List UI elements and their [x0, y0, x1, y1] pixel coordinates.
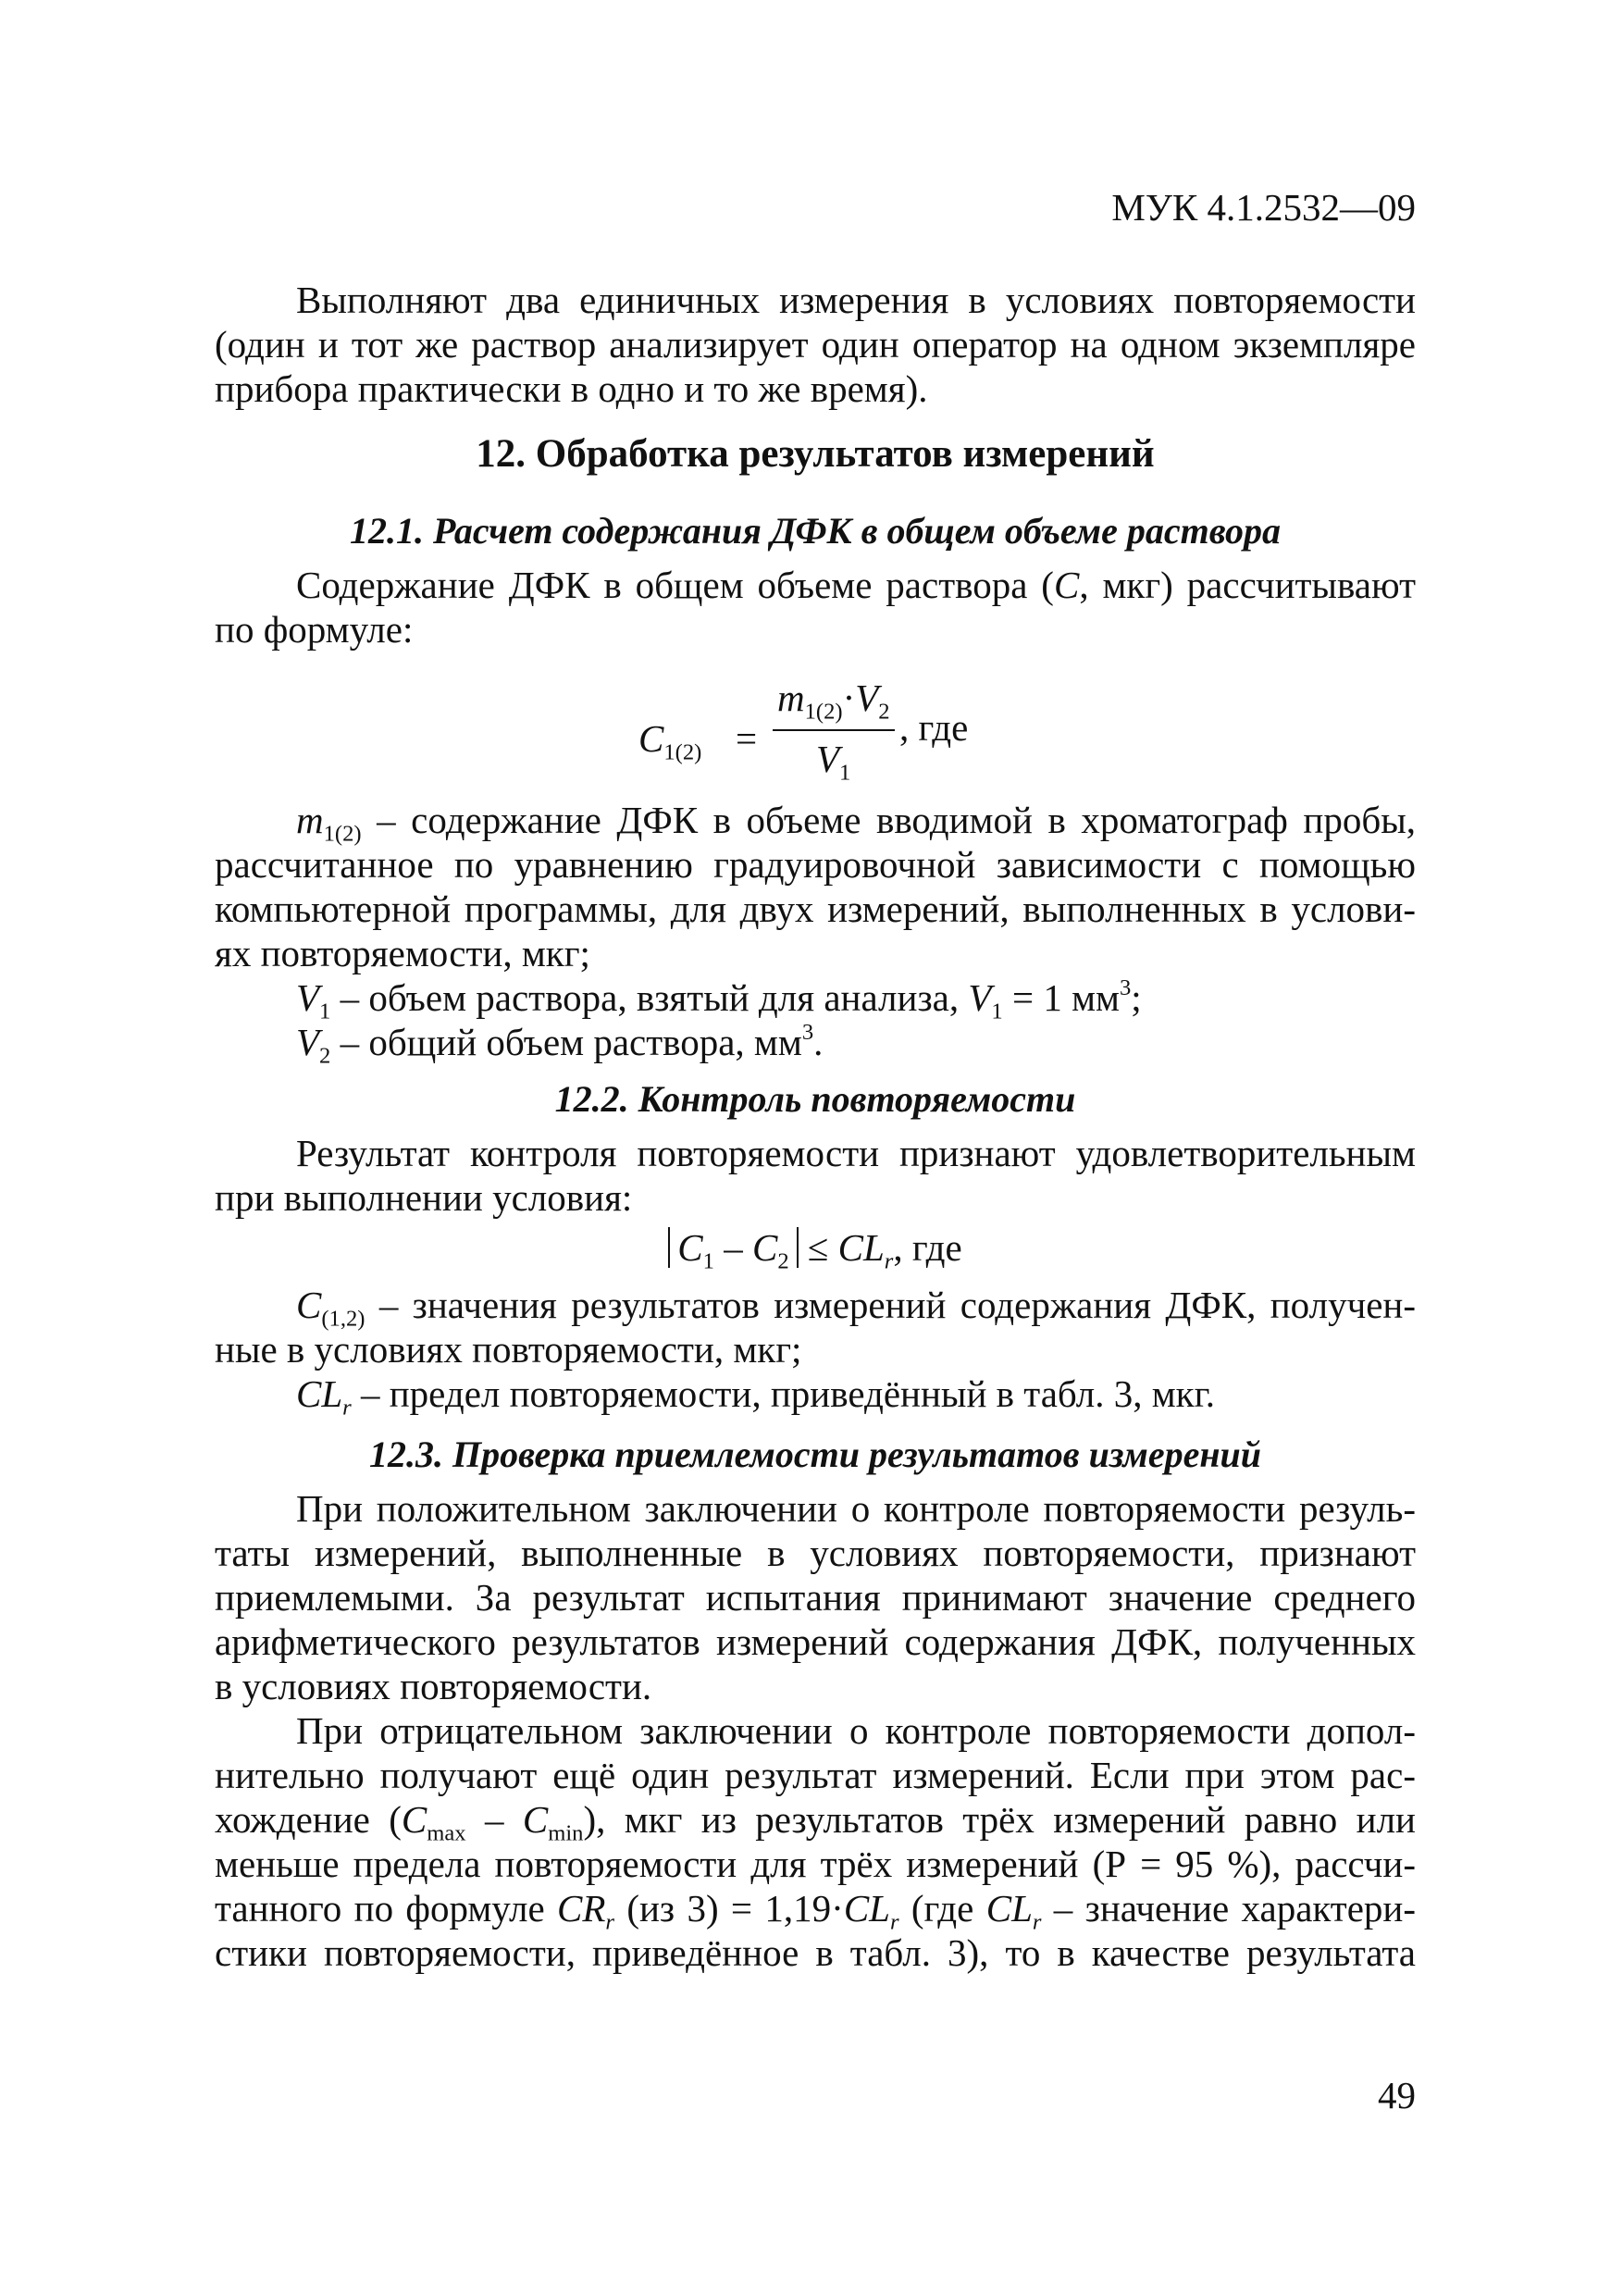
- section-12-2-title: 12.2. Контроль повторяемости: [554, 1078, 1076, 1120]
- formula-where: , где: [899, 706, 969, 749]
- definition-line: $CL_r$ – предел повторяемости, приведённый в табл. 3, мкг.: [296, 1372, 1216, 1421]
- paragraph-line: таты измерений, выполненные в условиях повторяемости, признают: [215, 1532, 1416, 1574]
- paragraph-line: При положительном заключении о контроле повторяемости резуль-: [296, 1487, 1416, 1530]
- section-12-3-paragraph-2: [215, 1708, 1416, 1975]
- paragraph-line: танного по формуле $CR_r$ (из $3) = 1,19\cdot CL_r$ (где $CL_r$ – значение характери-: [215, 1887, 1416, 1935]
- definition-line: $C_{(1,2)}$ – значения результатов измерений содержания ДФК, получен-: [296, 1284, 1416, 1332]
- intro-line: (один и тот же раствор анализирует один оператор на одном экземпляре: [215, 323, 1416, 366]
- paragraph-line: Результат контроля повторяемости признают удовлетворительным: [296, 1132, 1416, 1174]
- formula-repeatability: $C_1 - C_2 \le CL_r$, где: [215, 1225, 1416, 1270]
- definition-line: ные в условиях повторяемости, мкг;: [215, 1328, 802, 1371]
- paragraph-line: арифметического результатов измерений содержания ДФК, полученных: [215, 1620, 1416, 1663]
- paragraph-line: в условиях повторяемости.: [215, 1665, 652, 1707]
- section-12-3-title: 12.3. Проверка приемлемости результатов измерений: [368, 1433, 1262, 1475]
- paragraph-line: приемлемыми. За результат испытания принимают значение среднего: [215, 1576, 1416, 1619]
- section-12-2-paragraph: [215, 1131, 1416, 1220]
- definition-line: $V_1$ – объем раствора, взятый для анализа, $V_1 = 1$ $мм^3$;: [296, 974, 1142, 1024]
- section-12-1-paragraph: [215, 563, 1416, 652]
- intro-line: Выполняют два единичных измерения в условиях повторяемости: [296, 279, 1416, 321]
- paragraph-line: нительно получают ещё один результат измерений. Если при этом рас-: [215, 1754, 1416, 1796]
- definition-line: $V_2$ – общий объем раствора, $мм^3$.: [296, 1019, 824, 1069]
- section-12-3-paragraph-1: [215, 1486, 1416, 1708]
- page-number: 49: [1378, 2074, 1416, 2116]
- formula-concentration: [638, 676, 1064, 805]
- document-code-header: МУК 4.1.2532—09: [1111, 186, 1416, 229]
- paragraph-line: по формуле:: [215, 608, 414, 651]
- definition-line: $m_{1(2)}$ – содержание ДФК в объеме вводимой в хроматограф пробы,: [296, 799, 1416, 847]
- formula-numerator: $m_{1(2)}\cdot V_2$: [777, 676, 890, 725]
- fraction-bar: [773, 729, 895, 731]
- definition-line: рассчитанное по уравнению градуировочной зависимости с помощью: [215, 843, 1416, 886]
- paragraph-line: при выполнении условия:: [215, 1176, 633, 1219]
- paragraph-line: Содержание ДФК в общем объеме раствора (C, мкг) рассчитывают: [296, 564, 1417, 606]
- paragraph-line: При отрицательном заключении о контроле повторяемости допол-: [296, 1709, 1416, 1752]
- intro-paragraph: [215, 278, 1416, 411]
- section-12-1-title: 12.1. Расчет содержания ДФК в общем объеме раствора: [349, 510, 1282, 552]
- definition-line: компьютерной программы, для двух измерений, выполненных в услови-: [215, 887, 1416, 930]
- formula-denominator: $V_1$: [816, 738, 851, 786]
- formula-lhs: $C_{1(2)}$: [638, 717, 702, 765]
- section-12-2-definitions: [215, 1283, 1416, 1421]
- paragraph-line: стики повторяемости, приведённое в табл. 3), то в качестве результата: [215, 1931, 1416, 1974]
- absolute-value: $C_1 - C_2$: [668, 1227, 798, 1268]
- intro-line: прибора практически в одно и то же время).: [215, 367, 928, 410]
- paragraph-line: хождение $(C_{max} - C_{min})$, мкг из результатов трёх измерений равно или: [215, 1798, 1416, 1846]
- definition-line: ях повторяемости, мкг;: [215, 932, 590, 974]
- formula-equals: =: [736, 717, 758, 760]
- section-12-title: 12. Обработка результатов измерений: [476, 432, 1155, 476]
- section-12-1-definitions: [215, 798, 1416, 1069]
- paragraph-line: меньше предела повторяемости для трёх измерений (Р = 95 %), рассчи-: [215, 1843, 1416, 1885]
